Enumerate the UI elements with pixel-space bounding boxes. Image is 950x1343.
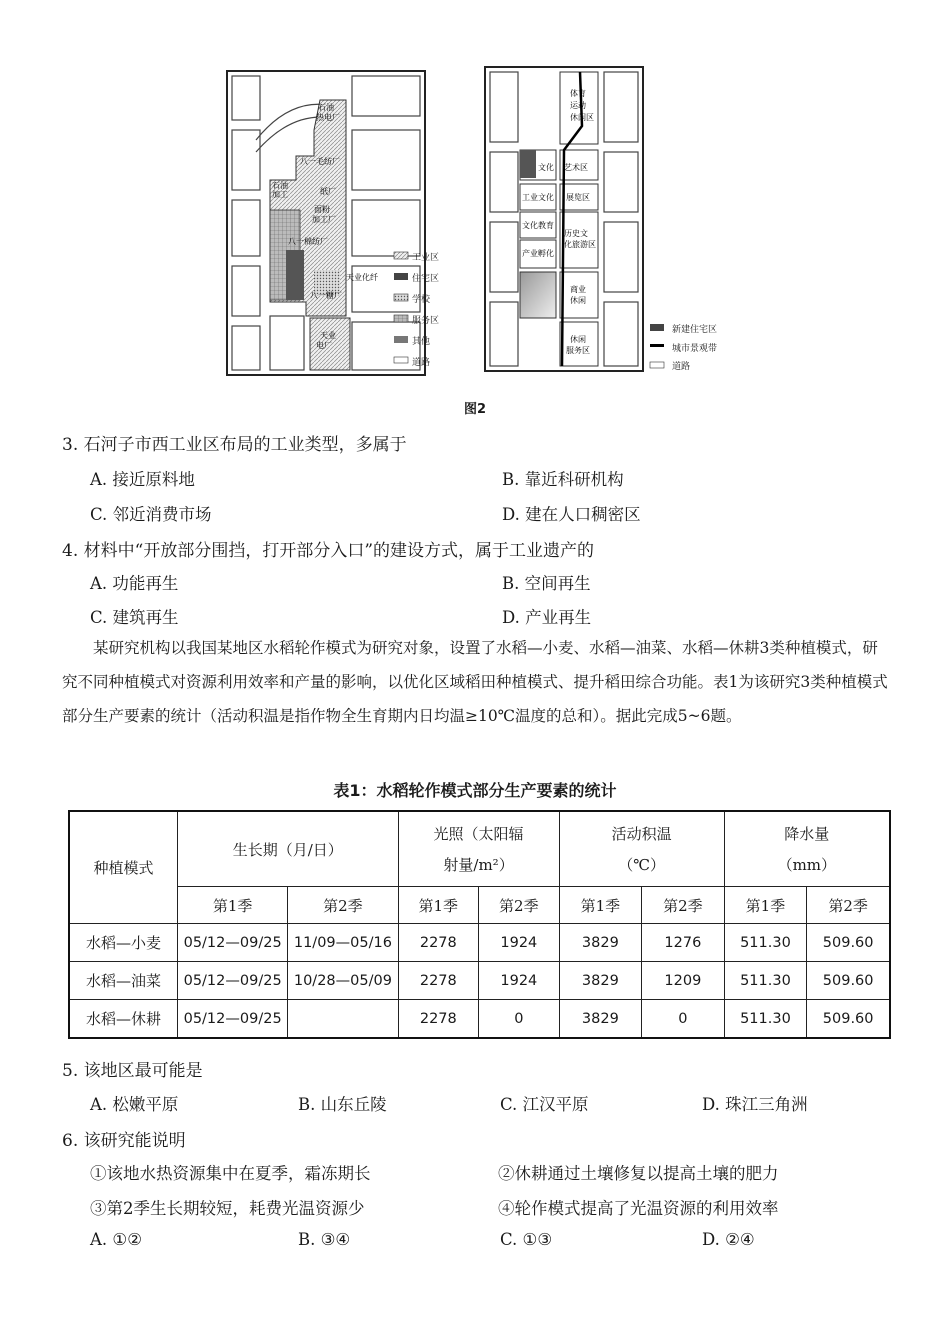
q5-option-c[interactable]: C. 江汉平原	[500, 1095, 589, 1114]
svg-text:文化: 文化	[538, 163, 554, 172]
header-light-s1: 第1季	[398, 887, 479, 924]
svg-text:面粉: 面粉	[314, 205, 330, 214]
legend-industrial: 工业区	[412, 253, 440, 263]
stats-table	[68, 810, 891, 1039]
table-row: 水稻—油菜 05/12—09/25 10/28—05/09 2278 1924 3829 1209 511.30 509.60	[69, 962, 890, 1000]
legend-residential: 住宅区	[412, 274, 440, 284]
passage: 某研究机构以我国某地区水稻轮作模式为研究对象，设置了水稻—小麦、水稻—油菜、水稻—休耕3类种植模式，研究不同种植模式对资源利用效率和产量的影响，以优化区域稻田种植模式、提升稻田综合功能。表1为该研究3类种植模式部分生产要素的统计（活动积温是指作物全生育期内日均温≥10℃温度的总和）。据此完成5~6题。	[62, 639, 888, 725]
table-row: 水稻—休耕 05/12—09/25 2278 0 3829 0 511.30 509.60	[69, 1000, 890, 1039]
q4-option-b[interactable]: B. 空间再生	[502, 574, 591, 593]
svg-text:艺术区: 艺术区	[564, 163, 588, 172]
q6-stem: 6. 该研究能说明	[62, 1131, 186, 1151]
header-rain-s1: 第1季	[724, 887, 807, 924]
header-period-s2: 第2季	[288, 887, 398, 924]
svg-text:工业文化: 工业文化	[522, 193, 554, 202]
svg-text:体育: 体育	[570, 89, 586, 98]
q3-option-d[interactable]: D. 建在人口稠密区	[502, 505, 641, 524]
q5-option-b[interactable]: B. 山东丘陵	[298, 1095, 387, 1114]
q3-option-a[interactable]: A. 接近原料地	[90, 470, 195, 489]
svg-text:运动: 运动	[570, 101, 586, 110]
q3-option-c[interactable]: C. 邻近消费市场	[90, 505, 212, 524]
svg-text:八一糖厂: 八一糖厂	[310, 291, 342, 300]
svg-text:产业孵化: 产业孵化	[522, 249, 554, 258]
legend-service: 服务区	[412, 316, 440, 326]
legend-landscape-belt: 城市景观带	[672, 344, 718, 354]
header-mode: 种植模式	[69, 811, 178, 924]
left-map	[226, 70, 426, 376]
svg-text:天业化纤: 天业化纤	[346, 273, 378, 282]
header-light-s2: 第2季	[479, 887, 560, 924]
svg-text:加工厂: 加工厂	[312, 215, 336, 224]
header-period: 生长期（月/日）	[178, 811, 399, 887]
svg-text:化旅游区: 化旅游区	[564, 240, 596, 249]
header-rain-s2: 第2季	[807, 887, 890, 924]
q3-option-b[interactable]: B. 靠近科研机构	[502, 470, 624, 489]
svg-text:热电厂: 热电厂	[316, 113, 340, 122]
svg-text:八一毛纺厂: 八一毛纺厂	[300, 157, 340, 166]
legend-road: 道路	[412, 358, 431, 368]
q6-statement-3: ③第2季生长期较短，耗费光温资源少	[90, 1199, 365, 1218]
table-row: 水稻—小麦 05/12—09/25 11/09—05/16 2278 1924 3829 1276 511.30 509.60	[69, 924, 890, 962]
svg-text:服务区: 服务区	[566, 346, 590, 355]
legend-school: 学校	[412, 295, 431, 305]
q4-option-a[interactable]: A. 功能再生	[90, 574, 179, 593]
svg-text:休闲: 休闲	[570, 335, 586, 344]
legend-new-residential: 新建住宅区	[672, 325, 718, 335]
svg-text:石油: 石油	[272, 181, 288, 190]
q6-option-a[interactable]: A. ①②	[90, 1230, 142, 1249]
svg-text:文化教育: 文化教育	[522, 221, 554, 230]
q6-option-d[interactable]: D. ②④	[702, 1230, 755, 1249]
svg-text:展览区: 展览区	[566, 193, 590, 202]
legend-road-right: 道路	[672, 362, 691, 372]
svg-text:休闲区: 休闲区	[570, 113, 594, 122]
figure-caption: 图2	[463, 402, 487, 417]
q4-stem: 4. 材料中“开放部分围挡，打开部分入口”的建设方式，属于工业遗产的	[62, 541, 595, 561]
svg-text:八一棉纺厂: 八一棉纺厂	[288, 237, 328, 246]
legend-other: 其他	[412, 337, 431, 347]
svg-text:休闲: 休闲	[570, 296, 586, 305]
right-map	[484, 66, 644, 372]
q5-option-d[interactable]: D. 珠江三角洲	[702, 1095, 808, 1114]
header-temp: 活动积温 （℃）	[559, 811, 724, 887]
svg-text:纸厂: 纸厂	[320, 187, 336, 196]
table-title: 表1：水稻轮作模式部分生产要素的统计	[333, 781, 617, 800]
svg-text:天业: 天业	[320, 331, 336, 340]
header-temp-s2: 第2季	[642, 887, 725, 924]
svg-text:电厂: 电厂	[316, 341, 332, 350]
q4-option-c[interactable]: C. 建筑再生	[90, 608, 179, 627]
svg-text:石油: 石油	[318, 103, 334, 112]
q5-stem: 5. 该地区最可能是	[62, 1061, 203, 1081]
figure-2	[220, 64, 760, 374]
q6-statement-1: ①该地水热资源集中在夏季，霜冻期长	[90, 1164, 371, 1183]
q6-statement-4: ④轮作模式提高了光温资源的利用效率	[498, 1199, 779, 1218]
svg-text:商业: 商业	[570, 285, 586, 294]
q6-option-b[interactable]: B. ③④	[298, 1230, 351, 1249]
header-period-s1: 第1季	[178, 887, 288, 924]
header-rain: 降水量 （mm）	[724, 811, 890, 887]
svg-text:加工: 加工	[272, 190, 288, 199]
q6-statement-2: ②休耕通过土壤修复以提高土壤的肥力	[498, 1164, 779, 1183]
header-light: 光照（太阳辐 射量/m²）	[398, 811, 559, 887]
q6-option-c[interactable]: C. ①③	[500, 1230, 553, 1249]
svg-text:历史文: 历史文	[564, 229, 588, 238]
q3-stem: 3. 石河子市西工业区布局的工业类型，多属于	[62, 435, 407, 455]
header-temp-s1: 第1季	[559, 887, 642, 924]
right-map-legend-swatches	[648, 322, 668, 372]
q5-option-a[interactable]: A. 松嫩平原	[90, 1095, 179, 1114]
q4-option-d[interactable]: D. 产业再生	[502, 608, 592, 627]
